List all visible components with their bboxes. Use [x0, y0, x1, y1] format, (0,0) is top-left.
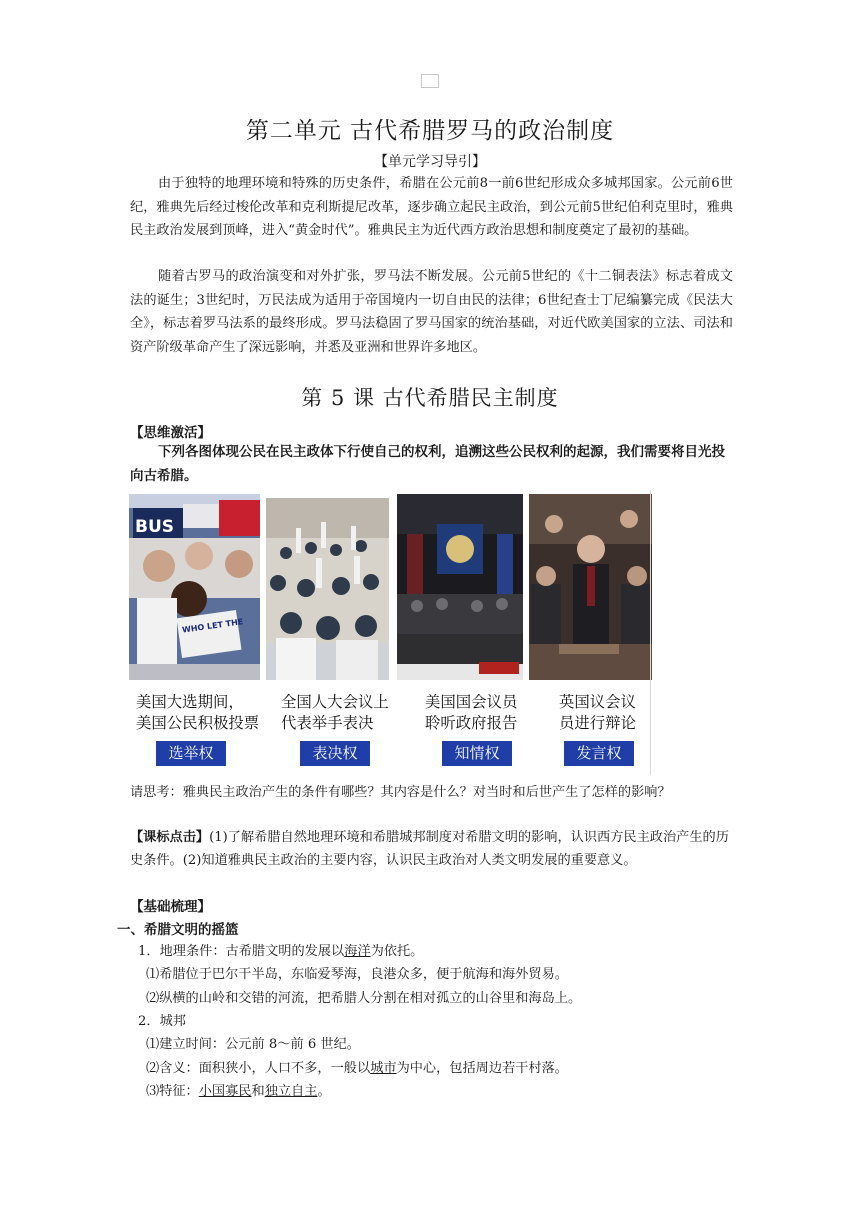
right-badge-election: 选举权: [156, 741, 226, 766]
caption-parliament-line2: 员进行辩论: [559, 714, 636, 732]
caption-npc-line2: 代表举手表决: [281, 714, 374, 732]
think-question: 请思考：雅典民主政治产生的条件有哪些？其内容是什么？对当时和后世产生了怎样的影响？: [130, 785, 671, 800]
item-2b-prefix: ⑵含义：面积狭小，人口不多，一般以: [146, 1061, 371, 1076]
curriculum-standard-label: 【课标点击】: [130, 830, 210, 845]
caption-npc-line1: 全国人大会议上: [281, 693, 389, 711]
basic-review-label: 【基础梳理】: [130, 899, 211, 915]
item-1-prefix: 1．地理条件：古希腊文明的发展以: [138, 944, 345, 959]
photo-strip: [129, 494, 652, 680]
caption-voting-line1: 美国大选期间，: [136, 693, 244, 711]
item-2b-suffix: 为中心，包括周边若干村落。: [396, 1061, 568, 1076]
item-1-key-term: 海洋: [344, 944, 371, 959]
photo-us-election-voting: [129, 494, 260, 680]
think-activation-label: 【思维激活】: [130, 425, 211, 441]
item-2c-key-term-2: 独立自主: [264, 1084, 318, 1099]
item-1-geography: [138, 940, 423, 963]
item-2c: [146, 1080, 331, 1103]
curriculum-standard-text: (1)了解希腊自然地理环境和希腊城邦制度对希腊文明的影响，认识西方民主政治产生的历史条件。(2)知道雅典民主政治的主要内容，认识民主政治对人类文明发展的重要意义。: [130, 830, 729, 868]
item-1a: ⑴希腊位于巴尔干半岛，东临爱琴海，良港众多，便于航海和海外贸易。: [146, 967, 568, 982]
item-2b: [146, 1057, 568, 1080]
item-2c-key-term-1: 小国寡民: [198, 1084, 252, 1099]
lesson-title: 第 5 课 古代希腊民主制度: [301, 386, 559, 410]
right-badge-information: 知情权: [442, 741, 512, 766]
caption-voting: [136, 692, 259, 734]
curriculum-standard: [130, 826, 740, 872]
unit-paragraph-1: 由于独特的地理环境和特殊的历史条件，希腊在公元前8一前6世纪形成众多城邦国家。公元前6世纪，雅典先后经过梭伦改革和克利斯提尼改革，逐步确立起民主政治，到公元前5世纪伯利克里时，雅典民主政治发展到顶峰，进入“黄金时代”。雅典民主为近代西方政治思想和制度奠定了最初的基础。: [130, 176, 733, 239]
sign-who-let-text: WHO LET THE: [181, 617, 244, 635]
item-2c-mid: 和: [251, 1084, 265, 1099]
intro-text: 下列各图体现公民在民主政体下行使自己的权利，追溯这些公民权利的起源，我们需要将目光投向古希腊。: [130, 444, 725, 484]
photo-npc-vote: [266, 498, 389, 680]
photo-uk-parliament-debate: [529, 494, 652, 680]
caption-voting-line2: 美国公民积极投票: [136, 714, 260, 732]
item-2b-key-term: 城市: [370, 1061, 397, 1076]
unit-paragraph-2: 随着古罗马的政治演变和对外扩张，罗马法不断发展。公元前5世纪的《十二铜表法》标志着成文法的诞生；3世纪时，万民法成为适用于帝国境内一切自由民的法律；6世纪查士丁尼编纂完成《民法大全》，标志着罗马法系的最终形成。罗马法稳固了罗马国家的统治基础，对近代欧美国家的立法、司法和资产阶级革命产生了深远影响，并悉及亚洲和世界许多地区。: [130, 269, 733, 355]
item-2-city-state: 2．城邦: [138, 1014, 186, 1029]
caption-congress-line1: 美国国会议员: [425, 693, 518, 711]
bus-sign-text: BUS: [135, 517, 175, 537]
page-marker: [421, 74, 439, 88]
caption-congress-line2: 聆听政府报告: [425, 714, 518, 732]
item-2c-prefix: ⑶特征：: [146, 1084, 199, 1099]
unit-title: 第二单元 古代希腊罗马的政治制度: [245, 118, 615, 144]
caption-parliament: [559, 692, 636, 734]
caption-npc: [281, 692, 389, 734]
photo-divider-line: [650, 490, 651, 775]
item-2a: ⑴建立时间：公元前 8～前 6 世纪。: [146, 1037, 360, 1052]
unit-guide-heading: 【单元学习导引】: [374, 154, 486, 170]
caption-congress: [425, 692, 517, 734]
item-1b: ⑵纵横的山岭和交错的河流，把希腊人分割在相对孤立的山谷里和海岛上。: [146, 991, 582, 1006]
photo-captions: [129, 680, 652, 772]
item-1-suffix: 为依托。: [370, 944, 424, 959]
right-badge-speech: 发言权: [564, 741, 634, 766]
item-2c-suffix: 。: [317, 1084, 331, 1099]
section-1-title: 一、希腊文明的摇篮: [117, 922, 239, 938]
right-badge-vote: 表决权: [300, 741, 370, 766]
photo-us-congress-report: [397, 494, 523, 680]
caption-parliament-line1: 英国议会议: [559, 693, 636, 711]
